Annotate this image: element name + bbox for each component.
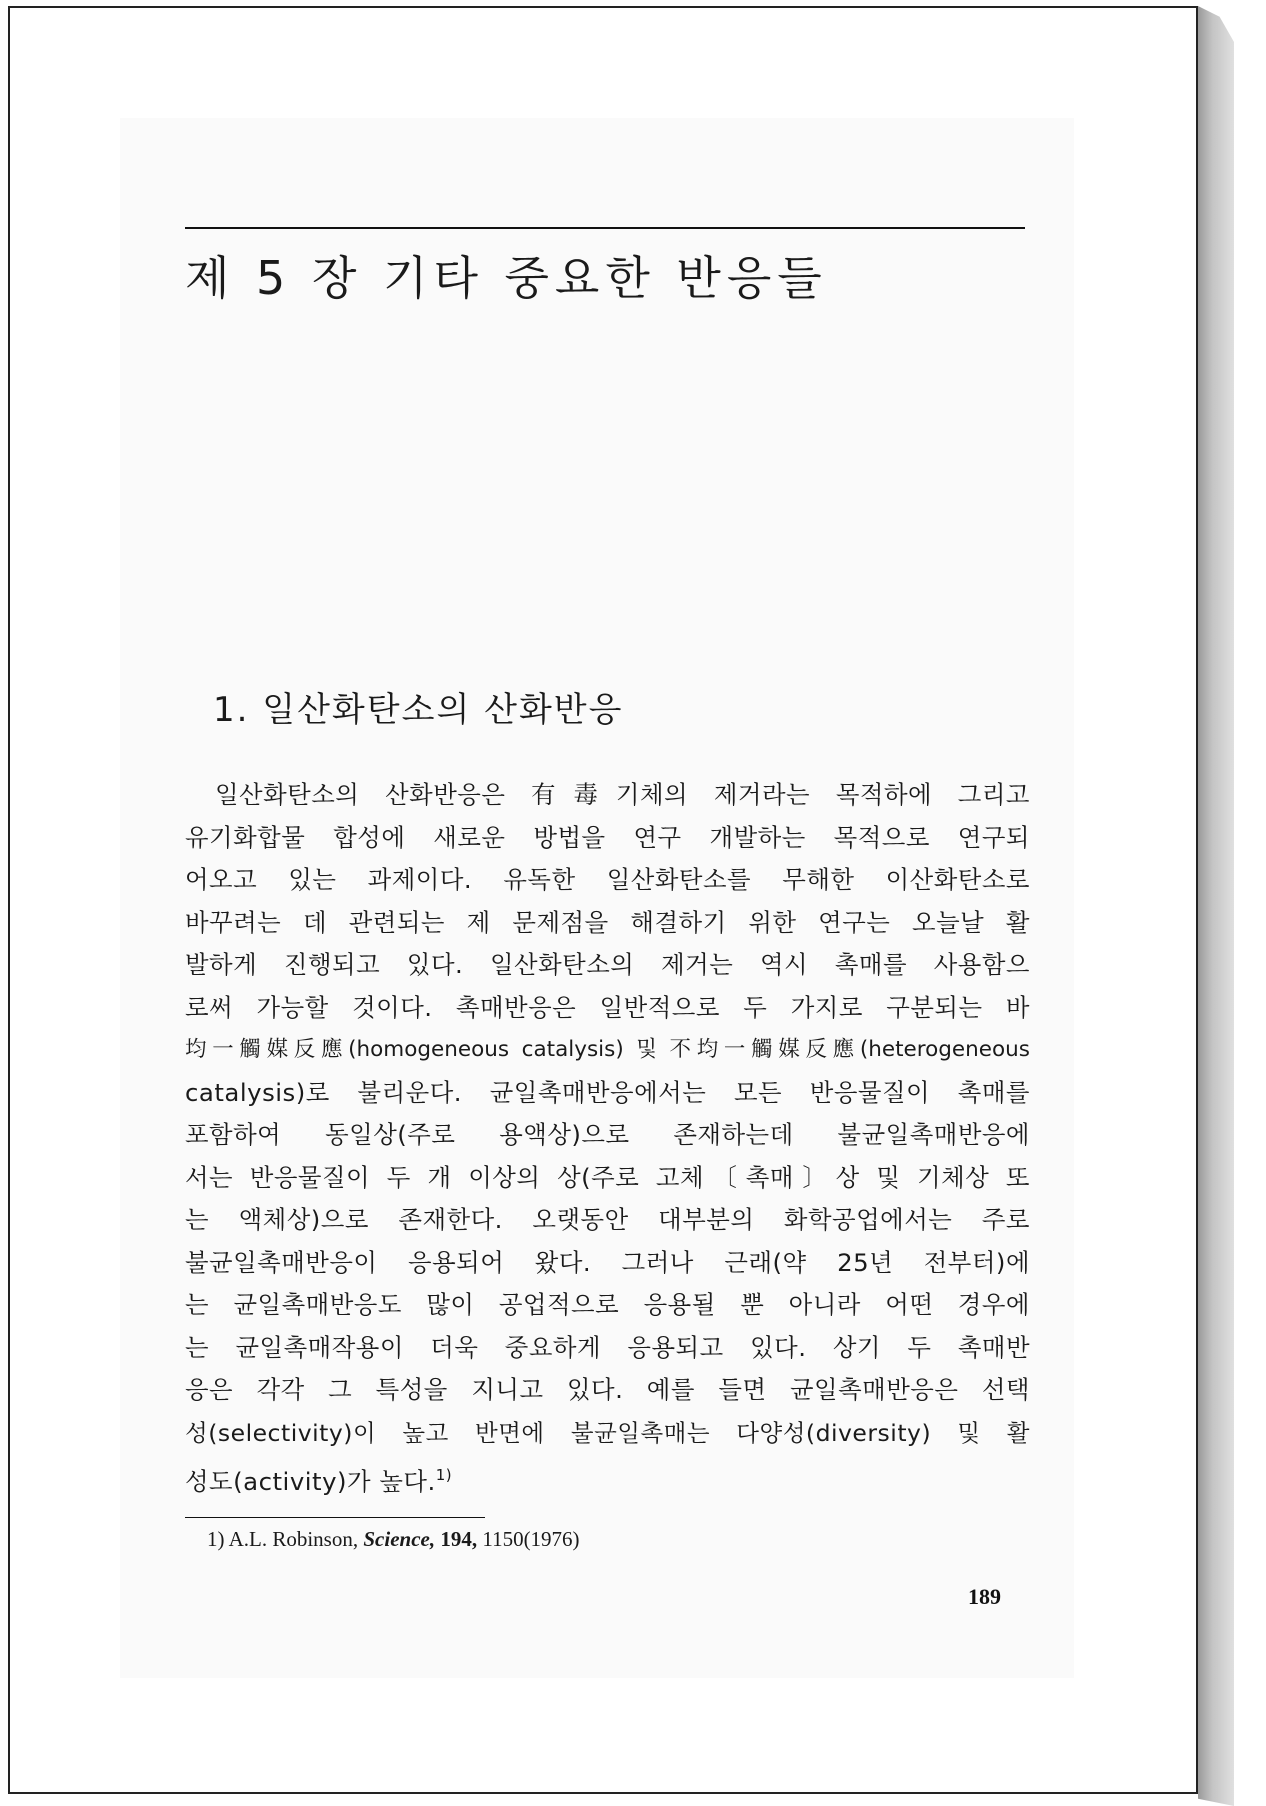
body-line: 바꾸려는 데 관련되는 제 문제점을 해결하기 위한 연구는 오늘날 활 bbox=[185, 907, 1030, 937]
body-line: catalysis)로 불리운다. 균일촉매반응에서는 모든 반응물질이 촉매를 bbox=[185, 1077, 1030, 1107]
chapter-title: 제 5 장 기타 중요한 반응들 bbox=[185, 251, 828, 305]
body-line: 성(selectivity)이 높고 반면에 불균일촉매는 다양성(diversity) 및 활 bbox=[185, 1418, 1030, 1447]
body-line: 어오고 있는 과제이다. 유독한 일산화탄소를 무해한 이산화탄소로 bbox=[185, 865, 1030, 894]
body-line: 는 액체상)으로 존재한다. 오랫동안 대부분의 화학공업에서는 주로 bbox=[185, 1205, 1030, 1234]
body-line: 포함하여 동일상(주로 용액상)으로 존재하는데 불균일촉매반응에 bbox=[185, 1120, 1030, 1149]
footnote-pages: 1150(1976) bbox=[482, 1527, 580, 1551]
body-line: 로써 가능할 것이다. 촉매반응은 일반적으로 두 가지로 구분되는 바 bbox=[185, 992, 1030, 1022]
footnote-author: A.L. Robinson, bbox=[228, 1527, 359, 1551]
footnote-number: 1) bbox=[207, 1527, 225, 1551]
body-text bbox=[185, 774, 1030, 1497]
body-line: 유기화합물 합성에 새로운 방법을 연구 개발하는 목적으로 연구되 bbox=[185, 822, 1030, 852]
body-line: 응은 각각 그 특성을 지니고 있다. 예를 들면 균일촉매반응은 선택 bbox=[185, 1375, 1030, 1404]
body-line-last bbox=[185, 1454, 1030, 1497]
body-line: 서는 반응물질이 두 개 이상의 상(주로 고체〔촉매〕상 및 기체상 또 bbox=[185, 1162, 1030, 1192]
page-number: 189 bbox=[968, 1584, 1001, 1609]
body-line: 均一觸媒反應(homogeneous catalysis) 및 不均一觸媒反應(heterogeneous bbox=[185, 1037, 1030, 1062]
footnote-journal: Science, bbox=[363, 1527, 436, 1551]
page-curl-shadow bbox=[1198, 6, 1234, 1806]
body-line: 는 균일촉매반응도 많이 공업적으로 응용될 뿐 아니라 어떤 경우에 bbox=[185, 1290, 1030, 1319]
footnote bbox=[207, 1527, 580, 1552]
body-line-last-text: 성도(activity)가 높다. bbox=[185, 1467, 436, 1496]
body-line: 일산화탄소의 산화반응은 有毒기체의 제거라는 목적하에 그리고 bbox=[215, 780, 1030, 809]
section-title: 1. 일산화탄소의 산화반응 bbox=[213, 690, 624, 730]
body-line: 발하게 진행되고 있다. 일산화탄소의 제거는 역시 촉매를 사용함으 bbox=[185, 950, 1030, 979]
body-line: 불균일촉매반응이 응용되어 왔다. 그러나 근래(약 25년 전부터)에 bbox=[185, 1247, 1030, 1277]
footnote-volume: 194, bbox=[440, 1527, 478, 1551]
footnote-rule bbox=[185, 1517, 485, 1518]
chapter-rule bbox=[185, 227, 1025, 229]
body-line: 는 균일촉매작용이 더욱 중요하게 응용되고 있다. 상기 두 촉매반 bbox=[185, 1332, 1030, 1362]
footnote-reference[interactable]: 1) bbox=[435, 1466, 453, 1484]
